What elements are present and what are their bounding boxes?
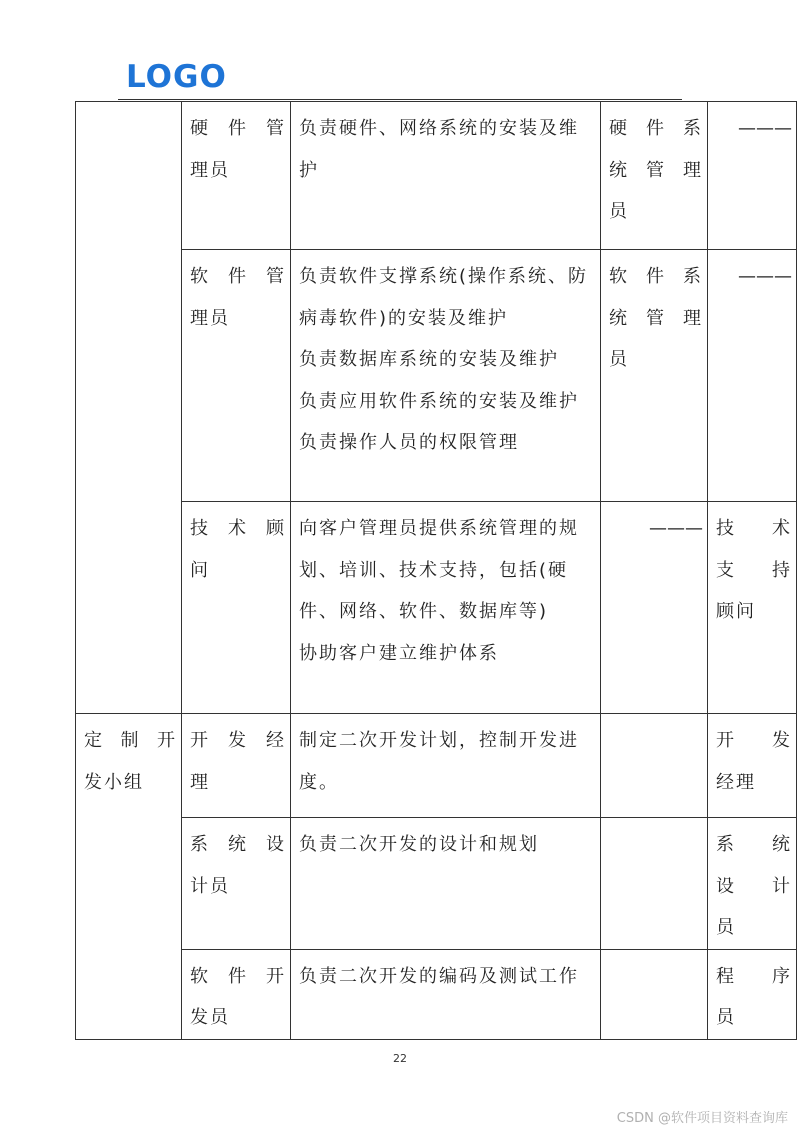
customer-role-cell [708, 714, 797, 818]
empty-cell [601, 818, 708, 950]
duty-cell [291, 102, 601, 250]
logo: LOGO [126, 59, 227, 95]
cell-line: 系统 [716, 834, 792, 855]
customer-role-cell [708, 502, 797, 714]
customer-role-cell [708, 818, 797, 950]
duty-text: 负责应用软件系统的安装及维护 [299, 390, 579, 412]
role-cell [182, 502, 291, 714]
role-line: 发员 [190, 1007, 230, 1028]
cell-line: 统管理 [609, 159, 703, 181]
duty-text: 协助客户建立维护体系 [299, 642, 499, 664]
role-line: 技术顾 [190, 518, 286, 539]
role-line: 理 [190, 771, 210, 793]
role-line: 开发经 [190, 730, 286, 751]
cell-line: 开发 [716, 730, 792, 751]
table-row [76, 818, 797, 950]
watermark: CSDN @软件项目资料查询库 [616, 1111, 788, 1126]
role-line: 理员 [190, 159, 230, 181]
duty-text: 负责硬件、网络系统的安装及维护 [299, 118, 579, 181]
cell-line: 员 [716, 1007, 736, 1028]
table-row [76, 102, 797, 250]
role-cell [182, 949, 291, 1039]
duty-text: 负责软件支撑系统(操作系统、防病毒软件)的安装及维护 [299, 266, 589, 329]
cell-line: 经理 [716, 771, 756, 793]
duty-text: 向客户管理员提供系统管理的规划、培训、技术支持，包括(硬件、网络、软件、数据库等) [299, 518, 579, 622]
dash-placeholder: ——— [649, 518, 703, 539]
role-line: 软件开 [190, 965, 286, 987]
cell-line: 程序 [716, 965, 792, 987]
role-line: 硬件管 [190, 118, 286, 139]
header-rule [118, 99, 682, 100]
table-row [76, 250, 797, 502]
role-cell [182, 714, 291, 818]
group-cell [76, 102, 182, 714]
duty-cell [291, 502, 601, 714]
cell-line: 员 [716, 917, 736, 938]
cell-line: 顾问 [716, 601, 756, 622]
role-cell [182, 102, 291, 250]
cell-line: 硬件系 [609, 118, 703, 139]
dash-placeholder: ——— [738, 266, 792, 287]
cell-line: 统管理 [609, 307, 703, 329]
duty-text: 负责二次开发的编码及测试工作 [299, 965, 579, 987]
role-cell [182, 818, 291, 950]
customer-role-cell [708, 949, 797, 1039]
table-row [76, 949, 797, 1039]
group-line: 定制开 [84, 730, 177, 751]
cell-line: 软件系 [609, 266, 703, 287]
cell-line: 设计 [716, 875, 792, 897]
cell-line: 技术 [716, 518, 792, 539]
dash-cell [601, 502, 708, 714]
role-line: 软件管 [190, 266, 286, 287]
duty-text: 制定二次开发计划，控制开发进度。 [299, 730, 579, 793]
empty-cell [601, 714, 708, 818]
role-line: 问 [190, 559, 210, 581]
role-line: 理员 [190, 307, 230, 329]
responsibility-table [75, 101, 797, 1040]
dash-cell [708, 102, 797, 250]
role-line: 计员 [190, 875, 230, 897]
system-role-cell [601, 250, 708, 502]
dash-cell [708, 250, 797, 502]
empty-cell [601, 949, 708, 1039]
duty-cell [291, 949, 601, 1039]
cell-line: 员 [609, 349, 629, 370]
duty-text: 负责数据库系统的安装及维护 [299, 349, 559, 370]
duty-cell [291, 250, 601, 502]
page-number: 22 [393, 1052, 407, 1065]
group-cell [76, 714, 182, 1040]
duty-cell [291, 818, 601, 950]
duty-cell [291, 714, 601, 818]
role-cell [182, 250, 291, 502]
cell-line: 员 [609, 201, 629, 222]
dash-placeholder: ——— [738, 118, 792, 139]
group-line: 发小组 [84, 771, 144, 793]
table-row [76, 714, 797, 818]
system-role-cell [601, 102, 708, 250]
role-line: 系统设 [190, 834, 286, 855]
duty-text: 负责二次开发的设计和规划 [299, 834, 539, 855]
table-row [76, 502, 797, 714]
cell-line: 支持 [716, 559, 792, 581]
duty-text: 负责操作人员的权限管理 [299, 432, 519, 453]
